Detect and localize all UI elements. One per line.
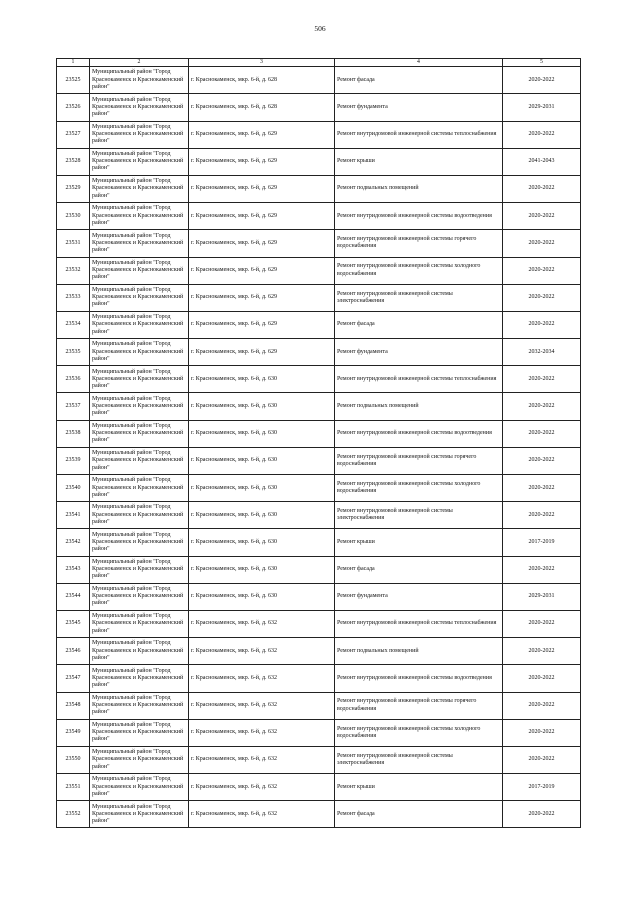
address-cell: г. Краснокаменск, мкр. 6-й, д. 628 (189, 94, 335, 121)
work-type-cell: Ремонт крыши (335, 774, 503, 801)
row-number: 23549 (57, 719, 90, 746)
table-row (57, 311, 581, 338)
work-type-cell: Ремонт фундамента (335, 94, 503, 121)
period-cell: 2020-2022 (503, 203, 581, 230)
table-row (57, 230, 581, 257)
municipality-cell: Муниципальный район "Город Краснокаменск и Краснокаменский район" (90, 583, 189, 610)
work-type-cell: Ремонт фундамента (335, 583, 503, 610)
municipality-cell: Муниципальный район "Город Краснокаменск и Краснокаменский район" (90, 203, 189, 230)
row-number: 23529 (57, 175, 90, 202)
period-cell: 2032-2034 (503, 339, 581, 366)
period-cell: 2041-2043 (503, 148, 581, 175)
address-cell: г. Краснокаменск, мкр. 6-й, д. 632 (189, 719, 335, 746)
table-row (57, 284, 581, 311)
table-row (57, 719, 581, 746)
municipality-cell: Муниципальный район "Город Краснокаменск и Краснокаменский район" (90, 774, 189, 801)
row-number: 23528 (57, 148, 90, 175)
address-cell: г. Краснокаменск, мкр. 6-й, д. 630 (189, 475, 335, 502)
municipality-cell: Муниципальный район "Город Краснокаменск и Краснокаменский район" (90, 284, 189, 311)
row-number: 23536 (57, 366, 90, 393)
municipality-cell: Муниципальный район "Город Краснокаменск и Краснокаменский район" (90, 801, 189, 828)
period-cell: 2020-2022 (503, 801, 581, 828)
row-number: 23526 (57, 94, 90, 121)
work-type-cell: Ремонт крыши (335, 148, 503, 175)
address-cell: г. Краснокаменск, мкр. 6-й, д. 628 (189, 67, 335, 94)
period-cell: 2020-2022 (503, 175, 581, 202)
table-row (57, 148, 581, 175)
period-cell: 2029-2031 (503, 583, 581, 610)
municipality-cell: Муниципальный район "Город Краснокаменск и Краснокаменский район" (90, 665, 189, 692)
row-number: 23544 (57, 583, 90, 610)
row-number: 23534 (57, 311, 90, 338)
address-cell: г. Краснокаменск, мкр. 6-й, д. 630 (189, 529, 335, 556)
municipality-cell: Муниципальный район "Город Краснокаменск и Краснокаменский район" (90, 502, 189, 529)
address-cell: г. Краснокаменск, мкр. 6-й, д. 629 (189, 203, 335, 230)
address-cell: г. Краснокаменск, мкр. 6-й, д. 629 (189, 339, 335, 366)
address-cell: г. Краснокаменск, мкр. 6-й, д. 630 (189, 447, 335, 474)
row-number: 23538 (57, 420, 90, 447)
row-number: 23532 (57, 257, 90, 284)
table-row (57, 610, 581, 637)
address-cell: г. Краснокаменск, мкр. 6-й, д. 629 (189, 230, 335, 257)
work-type-cell: Ремонт внутридомовой инженерной системы электроснабжения (335, 502, 503, 529)
municipality-cell: Муниципальный район "Город Краснокаменск и Краснокаменский район" (90, 311, 189, 338)
address-cell: г. Краснокаменск, мкр. 6-й, д. 630 (189, 366, 335, 393)
period-cell: 2020-2022 (503, 502, 581, 529)
address-cell: г. Краснокаменск, мкр. 6-й, д. 632 (189, 801, 335, 828)
municipality-cell: Муниципальный район "Город Краснокаменск и Краснокаменский район" (90, 746, 189, 773)
work-type-cell: Ремонт подвальных помещений (335, 393, 503, 420)
period-cell: 2020-2022 (503, 746, 581, 773)
registry-table (56, 58, 581, 828)
table-row (57, 393, 581, 420)
municipality-cell: Муниципальный район "Город Краснокаменск и Краснокаменский район" (90, 556, 189, 583)
column-header-1: 1 (57, 59, 90, 67)
table-row (57, 257, 581, 284)
table-row (57, 692, 581, 719)
municipality-cell: Муниципальный район "Город Краснокаменск и Краснокаменский район" (90, 610, 189, 637)
row-number: 23540 (57, 475, 90, 502)
address-cell: г. Краснокаменск, мкр. 6-й, д. 630 (189, 420, 335, 447)
period-cell: 2029-2031 (503, 94, 581, 121)
municipality-cell: Муниципальный район "Город Краснокаменск и Краснокаменский район" (90, 67, 189, 94)
work-type-cell: Ремонт подвальных помещений (335, 175, 503, 202)
work-type-cell: Ремонт внутридомовой инженерной системы водоотведения (335, 665, 503, 692)
work-type-cell: Ремонт фасада (335, 801, 503, 828)
row-number: 23552 (57, 801, 90, 828)
period-cell: 2017-2019 (503, 529, 581, 556)
row-number: 23548 (57, 692, 90, 719)
municipality-cell: Муниципальный район "Город Краснокаменск и Краснокаменский район" (90, 638, 189, 665)
table-row (57, 746, 581, 773)
municipality-cell: Муниципальный район "Город Краснокаменск и Краснокаменский район" (90, 175, 189, 202)
period-cell: 2020-2022 (503, 366, 581, 393)
municipality-cell: Муниципальный район "Город Краснокаменск и Краснокаменский район" (90, 257, 189, 284)
address-cell: г. Краснокаменск, мкр. 6-й, д. 630 (189, 583, 335, 610)
row-number: 23547 (57, 665, 90, 692)
work-type-cell: Ремонт фасада (335, 556, 503, 583)
work-type-cell: Ремонт внутридомовой инженерной системы горячего водоснабжения (335, 447, 503, 474)
address-cell: г. Краснокаменск, мкр. 6-й, д. 629 (189, 257, 335, 284)
table-row (57, 203, 581, 230)
period-cell: 2020-2022 (503, 475, 581, 502)
municipality-cell: Муниципальный район "Город Краснокаменск и Краснокаменский район" (90, 692, 189, 719)
work-type-cell: Ремонт внутридомовой инженерной системы электроснабжения (335, 284, 503, 311)
address-cell: г. Краснокаменск, мкр. 6-й, д. 629 (189, 121, 335, 148)
period-cell: 2020-2022 (503, 638, 581, 665)
work-type-cell: Ремонт внутридомовой инженерной системы холодного водоснабжения (335, 257, 503, 284)
municipality-cell: Муниципальный район "Город Краснокаменск и Краснокаменский район" (90, 420, 189, 447)
table-row (57, 529, 581, 556)
row-number: 23533 (57, 284, 90, 311)
address-cell: г. Краснокаменск, мкр. 6-й, д. 629 (189, 148, 335, 175)
table-row (57, 420, 581, 447)
row-number: 23527 (57, 121, 90, 148)
period-cell: 2020-2022 (503, 121, 581, 148)
table-row (57, 556, 581, 583)
period-cell: 2020-2022 (503, 610, 581, 637)
row-number: 23537 (57, 393, 90, 420)
address-cell: г. Краснокаменск, мкр. 6-й, д. 632 (189, 746, 335, 773)
period-cell: 2017-2019 (503, 774, 581, 801)
table-row (57, 774, 581, 801)
table-row (57, 94, 581, 121)
period-cell: 2020-2022 (503, 719, 581, 746)
work-type-cell: Ремонт внутридомовой инженерной системы горячего водоснабжения (335, 692, 503, 719)
address-cell: г. Краснокаменск, мкр. 6-й, д. 632 (189, 610, 335, 637)
municipality-cell: Муниципальный район "Город Краснокаменск и Краснокаменский район" (90, 148, 189, 175)
row-number: 23545 (57, 610, 90, 637)
table-row (57, 665, 581, 692)
municipality-cell: Муниципальный район "Город Краснокаменск и Краснокаменский район" (90, 339, 189, 366)
work-type-cell: Ремонт внутридомовой инженерной системы водоотведения (335, 203, 503, 230)
address-cell: г. Краснокаменск, мкр. 6-й, д. 629 (189, 284, 335, 311)
table-row (57, 583, 581, 610)
table-body (57, 67, 581, 828)
address-cell: г. Краснокаменск, мкр. 6-й, д. 632 (189, 774, 335, 801)
address-cell: г. Краснокаменск, мкр. 6-й, д. 630 (189, 393, 335, 420)
work-type-cell: Ремонт подвальных помещений (335, 638, 503, 665)
period-cell: 2020-2022 (503, 230, 581, 257)
work-type-cell: Ремонт фасада (335, 67, 503, 94)
table-row (57, 502, 581, 529)
row-number: 23543 (57, 556, 90, 583)
municipality-cell: Муниципальный район "Город Краснокаменск и Краснокаменский район" (90, 393, 189, 420)
row-number: 23539 (57, 447, 90, 474)
address-cell: г. Краснокаменск, мкр. 6-й, д. 632 (189, 692, 335, 719)
row-number: 23542 (57, 529, 90, 556)
municipality-cell: Муниципальный район "Город Краснокаменск и Краснокаменский район" (90, 366, 189, 393)
column-header-5: 5 (503, 59, 581, 67)
period-cell: 2020-2022 (503, 692, 581, 719)
column-number-row (57, 59, 581, 67)
work-type-cell: Ремонт внутридомовой инженерной системы холодного водоснабжения (335, 475, 503, 502)
period-cell: 2020-2022 (503, 447, 581, 474)
municipality-cell: Муниципальный район "Город Краснокаменск и Краснокаменский район" (90, 94, 189, 121)
period-cell: 2020-2022 (503, 393, 581, 420)
work-type-cell: Ремонт внутридомовой инженерной системы теплоснабжения (335, 610, 503, 637)
work-type-cell: Ремонт внутридомовой инженерной системы теплоснабжения (335, 366, 503, 393)
work-type-cell: Ремонт фундамента (335, 339, 503, 366)
period-cell: 2020-2022 (503, 67, 581, 94)
row-number: 23541 (57, 502, 90, 529)
column-header-2: 2 (90, 59, 189, 67)
address-cell: г. Краснокаменск, мкр. 6-й, д. 632 (189, 638, 335, 665)
address-cell: г. Краснокаменск, мкр. 6-й, д. 632 (189, 665, 335, 692)
work-type-cell: Ремонт фасада (335, 311, 503, 338)
address-cell: г. Краснокаменск, мкр. 6-й, д. 629 (189, 175, 335, 202)
table-row (57, 175, 581, 202)
table-row (57, 475, 581, 502)
work-type-cell: Ремонт внутридомовой инженерной системы горячего водоснабжения (335, 230, 503, 257)
period-cell: 2020-2022 (503, 311, 581, 338)
table-row (57, 638, 581, 665)
table-row (57, 121, 581, 148)
table-row (57, 366, 581, 393)
table-row (57, 447, 581, 474)
period-cell: 2020-2022 (503, 665, 581, 692)
municipality-cell: Муниципальный район "Город Краснокаменск и Краснокаменский район" (90, 529, 189, 556)
address-cell: г. Краснокаменск, мкр. 6-й, д. 629 (189, 311, 335, 338)
municipality-cell: Муниципальный район "Город Краснокаменск и Краснокаменский район" (90, 475, 189, 502)
row-number: 23531 (57, 230, 90, 257)
municipality-cell: Муниципальный район "Город Краснокаменск и Краснокаменский район" (90, 121, 189, 148)
municipality-cell: Муниципальный район "Город Краснокаменск и Краснокаменский район" (90, 447, 189, 474)
work-type-cell: Ремонт внутридомовой инженерной системы холодного водоснабжения (335, 719, 503, 746)
row-number: 23530 (57, 203, 90, 230)
column-header-4: 4 (335, 59, 503, 67)
table-row (57, 339, 581, 366)
row-number: 23546 (57, 638, 90, 665)
municipality-cell: Муниципальный район "Город Краснокаменск и Краснокаменский район" (90, 230, 189, 257)
address-cell: г. Краснокаменск, мкр. 6-й, д. 630 (189, 556, 335, 583)
address-cell: г. Краснокаменск, мкр. 6-й, д. 630 (189, 502, 335, 529)
work-type-cell: Ремонт внутридомовой инженерной системы водоотведения (335, 420, 503, 447)
period-cell: 2020-2022 (503, 420, 581, 447)
work-type-cell: Ремонт внутридомовой инженерной системы теплоснабжения (335, 121, 503, 148)
row-number: 23535 (57, 339, 90, 366)
period-cell: 2020-2022 (503, 284, 581, 311)
table-row (57, 67, 581, 94)
table-row (57, 801, 581, 828)
work-type-cell: Ремонт крыши (335, 529, 503, 556)
period-cell: 2020-2022 (503, 556, 581, 583)
page-number: 506 (314, 24, 326, 33)
row-number: 23551 (57, 774, 90, 801)
row-number: 23525 (57, 67, 90, 94)
municipality-cell: Муниципальный район "Город Краснокаменск и Краснокаменский район" (90, 719, 189, 746)
period-cell: 2020-2022 (503, 257, 581, 284)
row-number: 23550 (57, 746, 90, 773)
work-type-cell: Ремонт внутридомовой инженерной системы электроснабжения (335, 746, 503, 773)
column-header-3: 3 (189, 59, 335, 67)
